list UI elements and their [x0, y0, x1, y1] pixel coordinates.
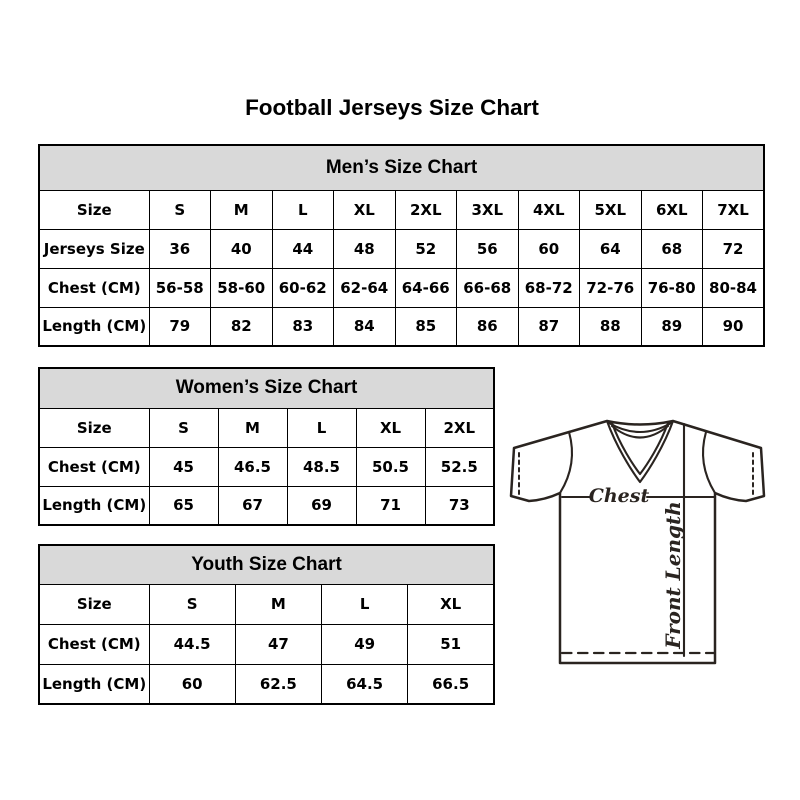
size-value-cell: 83 — [272, 307, 334, 346]
size-value-cell: 64.5 — [322, 664, 408, 704]
table-row — [39, 307, 764, 346]
size-value-cell: 65 — [149, 486, 218, 525]
jersey-outline — [511, 421, 764, 663]
table-title-row — [39, 545, 494, 584]
size-value-cell: 52.5 — [425, 447, 494, 486]
table-row — [39, 408, 494, 447]
mens-size-chart-table — [38, 144, 765, 347]
size-value-cell: 5XL — [580, 190, 642, 229]
size-value-cell: 49 — [322, 624, 408, 664]
size-value-cell: 84 — [334, 307, 396, 346]
table-row — [39, 584, 494, 624]
row-label: Size — [39, 584, 149, 624]
size-value-cell: 73 — [425, 486, 494, 525]
size-value-cell: 51 — [408, 624, 494, 664]
jersey-measurement-diagram — [500, 408, 775, 680]
size-value-cell: 4XL — [518, 190, 580, 229]
size-value-cell: 36 — [149, 229, 211, 268]
womens-size-chart-table — [38, 367, 495, 526]
size-value-cell: 64 — [580, 229, 642, 268]
size-value-cell: 68 — [641, 229, 703, 268]
table-title: Men’s Size Chart — [39, 145, 764, 190]
row-label: Jerseys Size — [39, 229, 149, 268]
size-value-cell: 3XL — [457, 190, 519, 229]
size-value-cell: M — [235, 584, 321, 624]
row-label: Length (CM) — [39, 307, 149, 346]
chest-label: Chest — [588, 485, 650, 507]
table-title: Youth Size Chart — [39, 545, 494, 584]
size-value-cell: 44.5 — [149, 624, 235, 664]
size-value-cell: 66-68 — [457, 268, 519, 307]
size-value-cell: XL — [334, 190, 396, 229]
table-row — [39, 268, 764, 307]
size-value-cell: 90 — [703, 307, 765, 346]
size-value-cell: 56-58 — [149, 268, 211, 307]
size-value-cell: 48.5 — [287, 447, 356, 486]
size-value-cell: 62-64 — [334, 268, 396, 307]
size-value-cell: 69 — [287, 486, 356, 525]
size-value-cell: 6XL — [641, 190, 703, 229]
page-title: Football Jerseys Size Chart — [245, 95, 539, 120]
size-value-cell: 86 — [457, 307, 519, 346]
size-value-cell: 64-66 — [395, 268, 457, 307]
size-value-cell: 46.5 — [218, 447, 287, 486]
size-value-cell: M — [211, 190, 273, 229]
size-value-cell: 67 — [218, 486, 287, 525]
table-title: Women’s Size Chart — [39, 368, 494, 408]
size-value-cell: 45 — [149, 447, 218, 486]
size-value-cell: 79 — [149, 307, 211, 346]
size-value-cell: 48 — [334, 229, 396, 268]
size-value-cell: 72-76 — [580, 268, 642, 307]
size-value-cell: S — [149, 190, 211, 229]
size-value-cell: 80-84 — [703, 268, 765, 307]
size-value-cell: 7XL — [703, 190, 765, 229]
size-value-cell: 89 — [641, 307, 703, 346]
size-value-cell: 76-80 — [641, 268, 703, 307]
size-value-cell: 88 — [580, 307, 642, 346]
size-value-cell: 47 — [235, 624, 321, 664]
size-value-cell: L — [287, 408, 356, 447]
table-row — [39, 447, 494, 486]
size-value-cell: M — [218, 408, 287, 447]
row-label: Chest (CM) — [39, 268, 149, 307]
size-value-cell: S — [149, 584, 235, 624]
table-title-row — [39, 145, 764, 190]
size-value-cell: 40 — [211, 229, 273, 268]
size-value-cell: 50.5 — [356, 447, 425, 486]
table-row — [39, 229, 764, 268]
front-length-label: Front Length — [661, 501, 685, 649]
row-label: Chest (CM) — [39, 624, 149, 664]
table-row — [39, 190, 764, 229]
size-value-cell: 66.5 — [408, 664, 494, 704]
size-value-cell: 56 — [457, 229, 519, 268]
size-value-cell: 68-72 — [518, 268, 580, 307]
size-value-cell: 58-60 — [211, 268, 273, 307]
left-armhole-seam — [560, 432, 572, 493]
size-value-cell: S — [149, 408, 218, 447]
size-value-cell: 60 — [518, 229, 580, 268]
size-value-cell: 60 — [149, 664, 235, 704]
size-value-cell: 71 — [356, 486, 425, 525]
row-label: Chest (CM) — [39, 447, 149, 486]
size-value-cell: L — [272, 190, 334, 229]
row-label: Length (CM) — [39, 664, 149, 704]
table-row — [39, 486, 494, 525]
table-title-row — [39, 368, 494, 408]
size-value-cell: 2XL — [395, 190, 457, 229]
row-label: Size — [39, 408, 149, 447]
table-row — [39, 664, 494, 704]
size-value-cell: 60-62 — [272, 268, 334, 307]
size-value-cell: L — [322, 584, 408, 624]
size-value-cell: XL — [356, 408, 425, 447]
youth-size-chart-table — [38, 544, 495, 705]
size-value-cell: 72 — [703, 229, 765, 268]
size-value-cell: 85 — [395, 307, 457, 346]
size-value-cell: 62.5 — [235, 664, 321, 704]
size-value-cell: 44 — [272, 229, 334, 268]
size-value-cell: 82 — [211, 307, 273, 346]
right-armhole-seam — [703, 432, 715, 493]
size-value-cell: XL — [408, 584, 494, 624]
table-row — [39, 624, 494, 664]
size-value-cell: 52 — [395, 229, 457, 268]
size-value-cell: 87 — [518, 307, 580, 346]
size-value-cell: 2XL — [425, 408, 494, 447]
row-label: Size — [39, 190, 149, 229]
row-label: Length (CM) — [39, 486, 149, 525]
